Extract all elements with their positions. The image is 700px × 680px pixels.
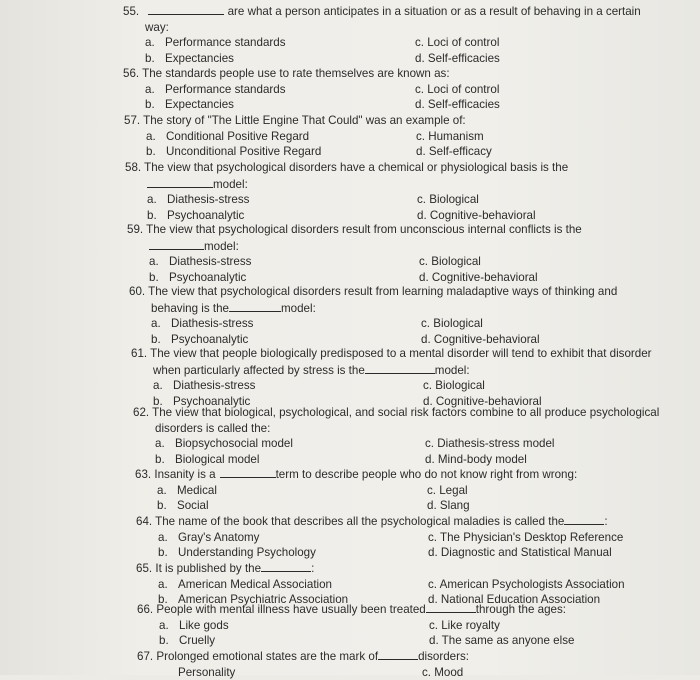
question-number: 55. [123, 5, 140, 18]
question-number: 57. [124, 114, 141, 127]
question-text: disorders: [418, 650, 469, 663]
question-56: 56. The standards people use to rate themselves are known as: a. Performance standards c. Loci of control b. Expectancies d. Self-efficacies [123, 67, 500, 112]
option-b: Psychoanalytic [173, 394, 251, 408]
option-a: Conditional Positive Regard [166, 129, 310, 143]
question-text: The view that psychological disorders result from unconscious internal conflicts is the [146, 223, 582, 236]
option-c: c. Biological [421, 317, 483, 331]
question-text-cont: behaving is the [151, 301, 229, 315]
option-a: Like gods [179, 618, 229, 632]
answer-blank [261, 560, 311, 572]
question-text: Prolonged emotional states are the mark of [156, 650, 379, 663]
option-b: Understanding Psychology [178, 546, 316, 560]
option-d: d. Cognitive-behavioral [419, 270, 538, 284]
option-c: c. The Physician's Desktop Reference [428, 530, 624, 544]
option-a: Diathesis-stress [167, 193, 250, 207]
question-text: The view that biological, psychological, and social risk factors combine to all produce psychological [152, 406, 660, 419]
question-63: 63. Insanity is a term to describe people who do not know right from wrong: a. Medical c. Legal b. Social d. Slang [135, 468, 578, 513]
question-text-cont: model: [213, 177, 248, 191]
option-c: c. Biological [419, 255, 481, 269]
option-b: Biological model [175, 452, 260, 466]
question-65: 65. It is published by the : a. American Medical Association c. American Psychologists Association b. American Psychiatric Association d. National Education Association [136, 562, 625, 607]
question-66: 66. People with mental illness have usually been treated through the ages: a. Like gods c. Like royalty b. Cruelly d. The same as anyone else [137, 603, 575, 648]
answer-blank [426, 601, 476, 613]
option-b: Expectancies [165, 51, 234, 65]
option-b: Psychoanalytic [167, 208, 245, 222]
question-text: The story of "The Little Engine That Could" was an example of: [143, 114, 466, 127]
option-b: Psychoanalytic [171, 332, 249, 346]
answer-blank [229, 300, 281, 312]
option-c: c. Legal [427, 483, 468, 497]
option-a: Diathesis-stress [173, 379, 256, 393]
option-c: c. Diathesis-stress model [425, 437, 555, 451]
option-c: c. Loci of control [415, 82, 500, 96]
question-text: through the ages: [475, 603, 567, 616]
question-number: 60. [129, 285, 146, 298]
question-61: 61. The view that people biologically predisposed to a mental disorder will tend to exhibit that disorder when particularly affected by stress is the model: a. Diathesis-stress c. Biological b. Psychoanalytic d. Cognitive-behavioral [131, 347, 652, 408]
question-text-cont: when particularly affected by stress is the [153, 363, 365, 377]
option-d: d. Mind-body model [425, 452, 527, 466]
option-c: c. American Psychologists Association [428, 577, 625, 591]
option-d: d. Cognitive-behavioral [423, 394, 542, 408]
question-number: 59. [127, 223, 144, 236]
question-55: 55. are what a person anticipates in a situation or as a result of behaving in a certain way: a. Performance standards c. Loci of control b. Expectancies d. Self-efficacies [0, 3, 700, 66]
question-text: : [311, 562, 315, 575]
question-text: The view that psychological disorders result from learning maladaptive ways of thinking and [148, 285, 618, 298]
option-c: c. Humanism [416, 129, 484, 143]
option-c: c. Loci of control [415, 36, 500, 50]
option-d: d. Cognitive-behavioral [417, 208, 536, 222]
option-a: Biopsychosocial model [175, 437, 293, 451]
question-64: 64. The name of the book that describes all the psychological maladies is called the : a. Gray's Anatomy c. The Physician's Desktop Reference b. Understanding Psychology d. Diagnostic and Statistical Manual [136, 515, 624, 560]
question-text: : [604, 515, 608, 528]
option-a: American Medical Association [178, 577, 333, 591]
question-text: It is published by the [155, 562, 262, 575]
option-c: c. Biological [423, 379, 485, 393]
question-60: 60. The view that psychological disorders result from learning maladaptive ways of thinking and behaving is the model: a. Diathesis-stress c. Biological b. Psychoanalytic d. Cognitive-behavioral [129, 285, 618, 346]
question-62: 62. The view that biological, psychological, and social risk factors combine to all produce psychological disorders is called the: a. Biopsychosocial model c. Diathesis-stress model b. Biological model d. Mind-body model [0, 405, 700, 467]
question-text: term to describe people who do not know right from wrong: [275, 468, 578, 481]
option-d: d. Self-efficacy [416, 145, 492, 159]
option-a: Diathesis-stress [171, 317, 254, 331]
question-58: 58. The view that psychological disorders have a chemical or physiological basis is the model: a. Diathesis-stress c. Biological b. Psychoanalytic d. Cognitive-behavioral [125, 161, 569, 222]
question-number: 67. [137, 650, 154, 663]
question-text: are what a person anticipates in a situation or as a result of behaving in a certain [227, 5, 641, 18]
question-number: 58. [125, 161, 142, 174]
option-b: Psychoanalytic [169, 270, 247, 284]
option-d: d. Slang [427, 499, 470, 513]
question-number: 63. [135, 468, 152, 481]
question-text-cont: disorders is called the: [155, 421, 271, 435]
question-67 [0, 648, 700, 680]
option-a: Gray's Anatomy [178, 530, 260, 544]
option-d: d. National Education Association [428, 593, 601, 607]
question-number: 61. [131, 347, 148, 360]
option-a: Medical [177, 483, 217, 497]
question-text: The view that people biologically predisposed to a mental disorder will tend to exhibit that disorder [150, 347, 652, 360]
answer-blank [148, 3, 224, 15]
option-d: d. The same as anyone else [429, 634, 575, 648]
answer-blank [378, 648, 418, 660]
question-text: People with mental illness have usually been treated [156, 603, 426, 616]
option-b: Social [177, 499, 209, 513]
option-b: Unconditional Positive Regard [166, 145, 322, 159]
question-text-cont: way: [145, 20, 169, 34]
question-57: 57. The story of "The Little Engine That Could" was an example of: a. Conditional Positive Regard c. Humanism b. Unconditional Positive Regard d. Self-efficacy [124, 114, 492, 159]
option-d: d. Self-efficacies [415, 98, 500, 112]
question-number: 62. [133, 406, 150, 419]
question-number: 64. [136, 515, 153, 528]
answer-blank [365, 362, 435, 374]
question-number: 65. [136, 562, 153, 575]
question-text: The view that psychological disorders have a chemical or physiological basis is the [144, 161, 569, 174]
question-text-cont: model: [434, 363, 470, 377]
question-text: The standards people use to rate themselves are known as: [142, 67, 450, 80]
option-a: Performance standards [165, 82, 286, 96]
question-59: 59. The view that psychological disorders result from unconscious internal conflicts is the model: a. Diathesis-stress c. Biological b. Psychoanalytic d. Cognitive-behavioral [127, 223, 582, 284]
answer-blank [149, 238, 204, 250]
option-b: Expectancies [165, 98, 234, 112]
question-text: The name of the book that describes all the psychological maladies is called the [155, 515, 565, 528]
question-text: Insanity is a [154, 468, 216, 481]
answer-blank [564, 513, 604, 525]
option-d: d. Self-efficacies [415, 51, 500, 65]
option-b: Cruelly [179, 634, 216, 648]
option-c: c. Like royalty [429, 618, 500, 632]
option-a: Diathesis-stress [169, 255, 252, 269]
question-text-cont: model: [281, 301, 316, 315]
option-a: Personality [178, 665, 236, 679]
option-c: c. Biological [417, 193, 479, 207]
option-a: Performance standards [165, 36, 286, 50]
question-number: 66. [137, 603, 154, 616]
option-d: d. Diagnostic and Statistical Manual [428, 546, 612, 560]
answer-blank [147, 176, 213, 188]
question-text-cont: model: [204, 239, 239, 253]
option-b: American Psychiatric Association [178, 593, 349, 607]
question-number: 56. [123, 67, 140, 80]
option-d: d. Cognitive-behavioral [421, 332, 540, 346]
option-c: c. Mood [422, 665, 464, 679]
answer-blank [220, 466, 276, 478]
